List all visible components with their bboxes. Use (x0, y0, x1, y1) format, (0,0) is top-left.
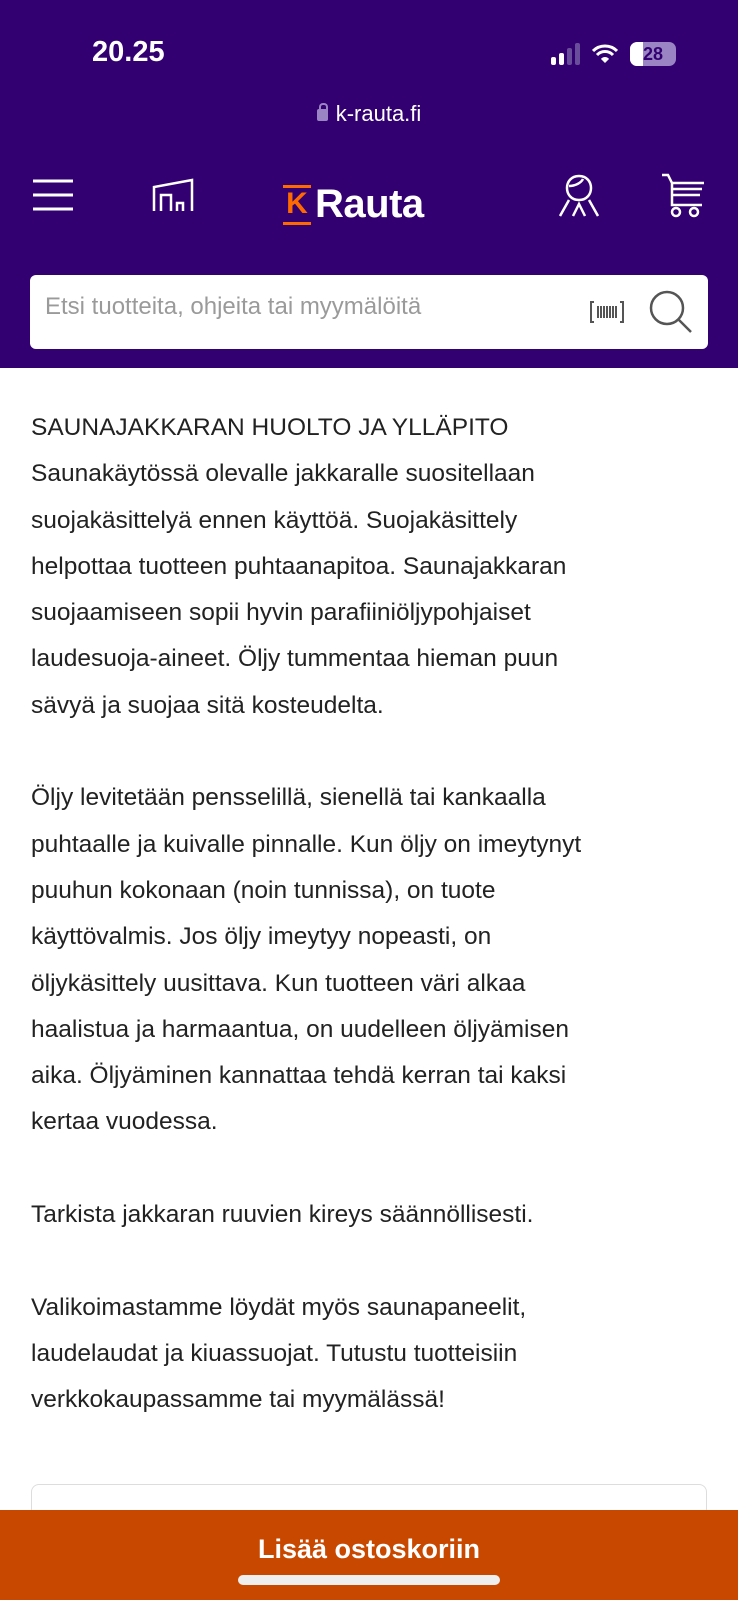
section-heading: SAUNAJAKKARAN HUOLTO JA YLLÄPITO (31, 414, 509, 441)
text-line: sävyä ja suojaa sitä kosteudelta. (31, 691, 384, 719)
text-line: puuhun kokonaan (noin tunnissa), on tuote (31, 876, 496, 904)
text-line: kertaa vuodessa. (31, 1108, 218, 1136)
search-bar (30, 275, 708, 349)
text-line: käyttövalmis. Jos öljy imeytyy nopeasti, on (31, 923, 492, 951)
status-icons (551, 42, 676, 66)
account-button[interactable] (554, 170, 604, 220)
logo-k: K (283, 185, 311, 225)
text-line: Saunakäytössä olevalle jakkaralle suositellaan (31, 460, 535, 488)
barcode-scan-icon[interactable] (590, 300, 624, 324)
user-icon (556, 172, 602, 218)
menu-button[interactable] (28, 170, 78, 220)
hamburger-icon (32, 178, 74, 212)
text-line: laudelaudat ja kiuassuojat. Tutustu tuotteisiin (31, 1339, 518, 1367)
url-bar[interactable] (0, 101, 738, 127)
wifi-icon (592, 44, 618, 64)
text-line: Tarkista jakkaran ruuvien kireys säännöllisesti. (31, 1201, 534, 1229)
text-line: öljykäsittely uusittava. Kun tuotteen väri alkaa (31, 969, 526, 997)
cart-button[interactable] (658, 170, 708, 220)
text-line: suojaamiseen sopii hyvin parafiiniöljypohjaiset (31, 599, 531, 627)
search-input[interactable] (45, 293, 575, 321)
description-paragraph (31, 1192, 721, 1238)
battery-icon: 28 (630, 42, 676, 66)
stores-button[interactable] (148, 170, 198, 220)
url-text: k-rauta.fi (335, 101, 422, 126)
home-indicator (238, 1575, 500, 1585)
description-paragraph (31, 451, 721, 729)
logo-text: Rauta (315, 182, 424, 226)
product-description (31, 405, 721, 1470)
text-line: laudesuoja-aineet. Öljy tummentaa hieman puun (31, 645, 559, 673)
text-line: helpottaa tuotteen puhtaanapitoa. Saunajakkaran (31, 552, 567, 580)
nav-bar (0, 170, 738, 240)
store-icon (151, 177, 195, 213)
text-line: puhtaalle ja kuivalle pinnalle. Kun öljy on imeytynyt (31, 830, 582, 858)
text-line: haalistua ja harmaantua, on uudelleen öljyämisen (31, 1015, 569, 1043)
text-line: aika. Öljyäminen kannattaa tehdä kerran tai kaksi (31, 1062, 567, 1090)
cart-icon (660, 172, 706, 218)
k-rauta-logo[interactable] (283, 182, 424, 227)
text-line: verkkokaupassamme tai myymälässä! (31, 1386, 445, 1414)
add-to-cart-button[interactable] (0, 1510, 738, 1600)
header (0, 0, 738, 368)
status-time: 20.25 (92, 36, 165, 68)
description-paragraph (31, 775, 721, 1145)
text-line: suojakäsittelyä ennen käyttöä. Suojakäsittely (31, 506, 518, 534)
search-icon[interactable] (648, 289, 694, 335)
text-line: Valikoimastamme löydät myös saunapaneelit, (31, 1293, 527, 1321)
cellular-signal-icon (551, 43, 580, 65)
description-paragraph (31, 1285, 721, 1424)
lock-icon (317, 109, 328, 121)
text-line: Öljy levitetään pensselillä, sienellä tai kankaalla (31, 784, 546, 812)
add-to-cart-label: Lisää ostoskoriin (257, 1534, 481, 1564)
